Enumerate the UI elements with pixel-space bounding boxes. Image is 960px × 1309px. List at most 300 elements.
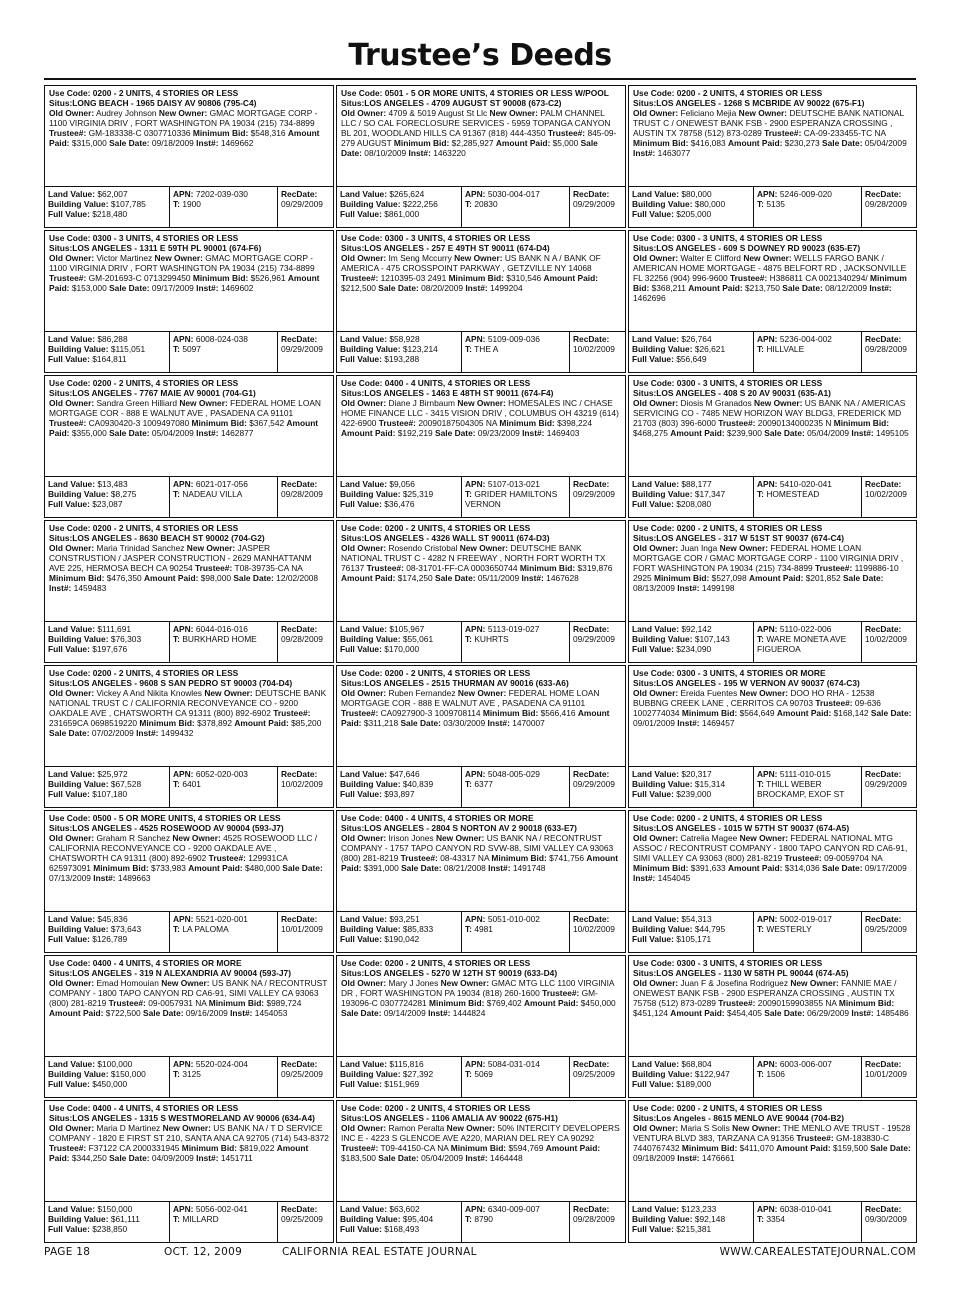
situs-label: Situs:	[341, 388, 365, 398]
new-owner: US BANK NA / T D SERVICE COMPANY - 1820 E FIRST ST 210, SANTA ANA CA 92705 (714) 543-8372	[49, 1123, 329, 1143]
tract: 5069	[474, 1069, 493, 1079]
full-value-label: Full Value:	[48, 934, 90, 944]
deed-values	[629, 767, 916, 807]
building-value: $80,000	[694, 199, 726, 209]
trustee-number: H386811 CA 0021340294/	[769, 273, 868, 283]
tract-label: T:	[173, 1069, 180, 1079]
sale-date: 06/29/2009	[807, 1008, 850, 1018]
amount-paid: $311,218	[363, 718, 399, 728]
full-value: $93,897	[384, 789, 415, 799]
recdate-block	[277, 332, 333, 372]
trustee-number: GM-201693-C 0713299450	[88, 273, 191, 283]
full-value-label: Full Value:	[632, 1079, 674, 1089]
recdate-block	[861, 332, 916, 372]
sale-date-label: Sale Date:	[822, 138, 863, 148]
trustee-label: Trustee#:	[341, 273, 379, 283]
building-value-label: Building Value:	[340, 1069, 401, 1079]
new-owner-label: New Owner:	[457, 688, 507, 698]
deed-values	[337, 1057, 625, 1097]
full-value-label: Full Value:	[632, 209, 674, 219]
full-value-label: Full Value:	[632, 644, 674, 654]
full-value: $215,381	[676, 1224, 712, 1234]
use-code: 0200 - 2 UNITS, 4 STORIES OR LESS	[676, 88, 823, 98]
land-value: $54,313	[681, 914, 712, 924]
apn: 5030-004-017	[487, 189, 540, 199]
land-value: $88,177	[681, 479, 712, 489]
recdate: 09/25/2009	[865, 924, 907, 934]
tract: LA PALOMA	[182, 924, 229, 934]
trustee-label: Trustee#:	[366, 563, 404, 573]
old-owner-label: Old Owner:	[49, 1123, 95, 1133]
parcel-block	[461, 477, 569, 517]
tract-label: T:	[173, 489, 180, 499]
amount-paid-label: Amount Paid:	[341, 428, 396, 438]
situs-label: Situs:	[341, 678, 365, 688]
amount-paid-label: Amount Paid:	[49, 418, 319, 438]
tract-label: T:	[757, 489, 764, 499]
tract-label: T:	[465, 779, 472, 789]
use-code-label: Use Code:	[341, 523, 383, 533]
deed-values	[337, 767, 625, 807]
trustee-label: Trustee#:	[378, 418, 416, 428]
new-owner-label: New Owner:	[446, 1123, 496, 1133]
tract-label: T:	[465, 344, 472, 354]
value-block	[629, 332, 753, 372]
value-block	[629, 477, 753, 517]
deed-values	[337, 1202, 625, 1242]
sale-date: 03/30/2009	[443, 718, 486, 728]
inst-label: Inst#:	[488, 863, 511, 873]
building-value: $107,143	[694, 634, 730, 644]
tract: WARE MONETA AVE FIGUEROA	[757, 634, 847, 654]
deed-values	[629, 332, 916, 372]
inst-label: Inst#:	[49, 583, 72, 593]
amount-paid-label: Amount Paid:	[545, 1143, 601, 1153]
deed-values	[45, 1202, 333, 1242]
recdate-label: RecDate:	[865, 624, 902, 634]
recdate-label: RecDate:	[281, 624, 318, 634]
situs-label: Situs:	[49, 968, 73, 978]
amount-paid-label: Amount Paid:	[688, 283, 743, 293]
amount-paid-label: Amount Paid:	[341, 853, 619, 873]
use-code: 0200 - 2 UNITS, 4 STORIES OR LESS	[384, 958, 531, 968]
sale-date-label: Sale Date:	[842, 573, 884, 583]
sale-date-label: Sale Date:	[341, 1008, 382, 1018]
parcel-block	[169, 622, 277, 662]
tract-label: T:	[173, 199, 180, 209]
new-owner: DEUTSCHE BANK NATIONAL TRUST C / CALIFORNIA RECONVEYANCE CO - 9200 OAKDALE AVE , CHATSWORTH CA 91311 (800) 892-6902	[49, 688, 327, 718]
tract-label: T:	[465, 199, 472, 209]
inst-label: Inst#:	[869, 283, 892, 293]
inst-label: Inst#:	[851, 1008, 874, 1018]
inst-label: Inst#:	[465, 283, 488, 293]
amount-paid: $5,000	[552, 138, 579, 148]
full-value-label: Full Value:	[340, 499, 382, 509]
new-owner: FANNIE MAE / ONEWEST BANK FSB - 2900 ESPERANZA CROSSING , AUSTIN TX 75758 (512) 873-0289	[633, 978, 897, 1008]
recdate: 09/29/2009	[573, 634, 615, 644]
amount-paid: $159,500	[833, 1143, 868, 1153]
land-value-label: Land Value:	[632, 479, 680, 489]
full-value: $205,000	[676, 209, 712, 219]
parcel-block	[461, 332, 569, 372]
deed-values	[45, 187, 333, 227]
recdate-label: RecDate:	[573, 1204, 610, 1214]
sale-date-label: Sale Date:	[870, 1143, 911, 1153]
new-owner-label: New Owner:	[158, 108, 208, 118]
new-owner: DEUTSCHE BANK NATIONAL TRUST C / ONEWEST BANK FSB - 2900 ESPERANZA CROSSING , AUSTIN TX 78758 (512) 873-0289	[633, 108, 904, 138]
situs: LONG BEACH - 1965 DAISY AV 90806 (795-C4)	[72, 98, 257, 108]
value-block	[45, 477, 169, 517]
sale-date: 08/13/2009	[633, 583, 675, 593]
old-owner-label: Old Owner:	[341, 108, 387, 118]
land-value: $80,000	[681, 189, 712, 199]
use-code-label: Use Code:	[49, 378, 91, 388]
tract: KUHRTS	[474, 634, 509, 644]
old-owner: Juan Inga	[680, 543, 718, 553]
amount-paid: $168,142	[833, 708, 869, 718]
use-code-label: Use Code:	[341, 88, 383, 98]
old-owner: Mary J Jones	[388, 978, 439, 988]
inst-label: Inst#:	[487, 718, 510, 728]
records-column-2	[336, 85, 626, 1245]
deed-values	[45, 622, 333, 662]
deed-details	[337, 666, 625, 767]
inst-number: 1463220	[433, 148, 466, 158]
trustee-label: Trustee#:	[341, 1143, 379, 1153]
use-code-label: Use Code:	[633, 1103, 675, 1113]
recdate: 09/28/2009	[281, 489, 323, 499]
inst-number: 1469662	[220, 138, 254, 148]
old-owner-label: Old Owner:	[49, 978, 95, 988]
trustee-number: 08-43317 NA	[440, 853, 490, 863]
deed-details	[45, 811, 333, 912]
minimum-bid-label: Minimum Bid:	[491, 853, 547, 863]
minimum-bid-label: Minimum Bid:	[393, 138, 450, 148]
land-value: $265,624	[389, 189, 425, 199]
tract-label: T:	[173, 924, 180, 934]
trustee-label: Trustee#:	[341, 708, 379, 718]
recdate-block	[861, 477, 916, 517]
recdate-label: RecDate:	[281, 1204, 318, 1214]
old-owner-label: Old Owner:	[341, 1123, 387, 1133]
amount-paid-label: Amount Paid:	[776, 1143, 831, 1153]
old-owner-label: Old Owner:	[633, 253, 679, 263]
deed-record	[336, 810, 626, 953]
minimum-bid-label: Minimum Bid:	[450, 1143, 507, 1153]
minimum-bid-label: Minimum Bid:	[633, 138, 689, 148]
minimum-bid: $594,769	[508, 1143, 544, 1153]
inst-number: 1491748	[512, 863, 546, 873]
use-code: 0400 - 4 UNITS, 4 STORIES OR LESS	[384, 378, 531, 388]
full-value: $197,676	[92, 644, 128, 654]
apn-label: APN:	[465, 1204, 486, 1214]
deed-record	[628, 520, 917, 663]
inst-number: 1451711	[220, 1153, 253, 1163]
inst-label: Inst#:	[522, 428, 545, 438]
parcel-block	[169, 767, 277, 807]
situs: LOS ANGELES - 1268 S MCBRIDE AV 90022 (675-F1)	[656, 98, 865, 108]
deed-values	[45, 767, 333, 807]
trustee-label: Trustee#:	[718, 418, 756, 428]
building-value: $67,528	[110, 779, 142, 789]
deed-details	[45, 376, 333, 477]
land-value-label: Land Value:	[340, 1204, 388, 1214]
full-value: $234,090	[676, 644, 712, 654]
use-code: 0200 - 2 UNITS, 4 STORIES OR LESS	[676, 813, 823, 823]
sale-date: 09/17/2009	[151, 283, 194, 293]
full-value: $190,042	[384, 934, 420, 944]
recdate: 09/28/2009	[573, 1214, 615, 1224]
value-block	[629, 622, 753, 662]
page-title: Trustee’s Deeds	[348, 38, 612, 73]
tract: 20830	[474, 199, 498, 209]
land-value: $13,483	[97, 479, 128, 489]
inst-label: Inst#:	[136, 728, 159, 738]
value-block	[45, 1057, 169, 1097]
building-value-label: Building Value:	[48, 1069, 109, 1079]
building-value: $123,214	[402, 344, 438, 354]
full-value-label: Full Value:	[340, 934, 382, 944]
full-value: $193,288	[384, 354, 420, 364]
inst-label: Inst#:	[633, 873, 656, 883]
inst-label: Inst#:	[196, 283, 219, 293]
new-owner: DEUTSCHE BANK NATIONAL TRUST C - 4282 N FREEWAY , NORTH FORT WORTH TX 76137	[341, 543, 606, 573]
land-value: $86,288	[97, 334, 128, 344]
situs-label: Situs:	[341, 98, 365, 108]
apn: 5084-031-014	[487, 1059, 540, 1069]
use-code-label: Use Code:	[49, 233, 91, 243]
situs-label: Situs:	[633, 968, 657, 978]
land-value-label: Land Value:	[48, 769, 96, 779]
deed-record	[628, 375, 917, 518]
apn-label: APN:	[757, 914, 778, 924]
sale-date-label: Sale Date:	[400, 718, 441, 728]
old-owner: Im Seng Mccurry	[388, 253, 452, 263]
value-block	[45, 912, 169, 952]
footer-date: OCT. 12, 2009	[164, 1246, 243, 1258]
recdate: 09/29/2009	[281, 199, 323, 209]
deed-details	[45, 521, 333, 622]
minimum-bid-label: Minimum Bid:	[93, 863, 149, 873]
situs-label: Situs:	[341, 533, 365, 543]
tract-label: T:	[757, 924, 764, 934]
apn-label: APN:	[757, 624, 778, 634]
minimum-bid: $319,876	[577, 563, 613, 573]
deed-details	[45, 86, 333, 187]
value-block	[629, 912, 753, 952]
use-code: 0200 - 2 UNITS, 4 STORIES OR LESS	[92, 668, 239, 678]
sale-date: 09/18/2009	[633, 1153, 675, 1163]
tract-label: T:	[465, 634, 472, 644]
apn-label: APN:	[173, 1204, 194, 1214]
value-block	[337, 1202, 461, 1242]
full-value-label: Full Value:	[632, 354, 674, 364]
building-value-label: Building Value:	[340, 489, 401, 499]
use-code: 0300 - 3 UNITS, 4 STORIES OR LESS	[676, 233, 823, 243]
deed-record	[336, 375, 626, 518]
new-owner-label: New Owner:	[739, 688, 789, 698]
use-code-label: Use Code:	[341, 813, 383, 823]
trustee-number: CA0927900-3 1009708114	[380, 708, 481, 718]
building-value-label: Building Value:	[48, 344, 109, 354]
new-owner: FEDERAL HOME LOAN MORTGAGE COR - 888 E WALNUT AVE , PASADENA CA 91101	[49, 398, 321, 418]
recdate-label: RecDate:	[573, 479, 610, 489]
old-owner-label: Old Owner:	[49, 833, 95, 843]
use-code-label: Use Code:	[49, 958, 91, 968]
sale-date-label: Sale Date:	[282, 863, 323, 873]
inst-label: Inst#:	[521, 573, 544, 583]
old-owner: Irison Jones	[388, 833, 434, 843]
amount-paid-label: Amount Paid:	[495, 138, 551, 148]
deed-details	[337, 86, 625, 187]
deed-details	[629, 666, 916, 767]
sale-date-label: Sale Date:	[378, 283, 419, 293]
full-value-label: Full Value:	[48, 644, 90, 654]
tract-label: T:	[757, 1069, 764, 1079]
tract: 3354	[766, 1214, 785, 1224]
recdate-label: RecDate:	[865, 914, 902, 924]
new-owner: US BANK NA / AMERICAS SERVICING CO - 7485 NEW HORIZON WAY BLDG3, FREDERICK MD 21703 (803) 396-6000	[633, 398, 906, 428]
land-value: $100,000	[97, 1059, 133, 1069]
deed-record	[44, 230, 334, 373]
full-value: $208,080	[676, 499, 712, 509]
old-owner: Juan F & Josefina Rodriguez	[680, 978, 789, 988]
building-value-label: Building Value:	[340, 924, 401, 934]
inst-number: 1469602	[220, 283, 254, 293]
minimum-bid: $733,983	[150, 863, 186, 873]
deed-values	[629, 477, 916, 517]
minimum-bid: $527,098	[711, 573, 747, 583]
deed-values	[629, 622, 916, 662]
trustee-label: Trustee#:	[784, 853, 822, 863]
tract: 1506	[766, 1069, 785, 1079]
recdate-label: RecDate:	[281, 189, 318, 199]
inst-label: Inst#:	[851, 428, 874, 438]
trustee-label: Trustee#:	[815, 563, 853, 573]
amount-paid-label: Amount Paid:	[670, 428, 725, 438]
sale-date-label: Sale Date:	[109, 1153, 150, 1163]
full-value: $107,180	[92, 789, 128, 799]
building-value-label: Building Value:	[48, 634, 109, 644]
land-value-label: Land Value:	[340, 334, 388, 344]
records-column-3	[628, 85, 917, 1245]
situs: LOS ANGELES - 2515 THURMAN AV 90016 (633-A6)	[364, 678, 569, 688]
land-value-label: Land Value:	[48, 1059, 96, 1069]
apn-label: APN:	[465, 189, 486, 199]
deed-record	[336, 520, 626, 663]
full-value: $239,000	[676, 789, 712, 799]
situs: LOS ANGELES - 1463 E 48TH ST 90011 (674-F4)	[364, 388, 554, 398]
trustee-number: 09-0057931 NA	[148, 998, 207, 1008]
minimum-bid: $2,285,927	[451, 138, 494, 148]
inst-number: 1499432	[160, 728, 194, 738]
recdate: 09/25/2009	[573, 1069, 615, 1079]
land-value-label: Land Value:	[632, 1204, 680, 1214]
apn-label: APN:	[465, 769, 486, 779]
land-value: $93,251	[389, 914, 420, 924]
new-owner: 50% INTERCITY DEVELOPERS INC E - 4223 S GLENCOE AVE A220, MARIAN DEL REY CA 90292	[341, 1123, 620, 1143]
use-code: 0300 - 3 UNITS, 4 STORIES OR MORE	[676, 668, 826, 678]
recdate: 10/02/2009	[573, 924, 615, 934]
new-owner-label: New Owner:	[790, 978, 839, 988]
amount-paid-label: Amount Paid:	[524, 998, 579, 1008]
deed-values	[629, 187, 916, 227]
recdate-label: RecDate:	[865, 334, 902, 344]
land-value-label: Land Value:	[632, 334, 680, 344]
use-code: 0200 - 2 UNITS, 4 STORIES OR LESS	[384, 1103, 531, 1113]
old-owner: Maria S Solis	[680, 1123, 730, 1133]
use-code: 0200 - 2 UNITS, 4 STORIES OR LESS	[92, 523, 239, 533]
situs-label: Situs:	[49, 1113, 73, 1123]
amount-paid-label: Amount Paid:	[234, 718, 289, 728]
old-owner: Ruben Fernandez	[388, 688, 456, 698]
new-owner: WELLS FARGO BANK / AMERICAN HOME MORTGAGE - 4875 BELFORT RD , JACKSONVILLE FL 32256 (904) 996-9600	[633, 253, 907, 283]
use-code: 0501 - 5 OR MORE UNITS, 4 STORIES OR LESS W/POOL	[384, 88, 609, 98]
inst-number: 1469457	[701, 718, 735, 728]
situs: LOS ANGELES - 609 S DOWNEY RD 90023 (635-E7)	[656, 243, 861, 253]
apn: 5107-013-021	[487, 479, 540, 489]
tract-label: T:	[173, 1214, 180, 1224]
full-value: $23,087	[92, 499, 123, 509]
recdate: 09/28/2009	[865, 199, 907, 209]
amount-paid-label: Amount Paid:	[727, 863, 783, 873]
use-code-label: Use Code:	[633, 88, 675, 98]
deed-details	[629, 956, 916, 1057]
land-value-label: Land Value:	[340, 479, 388, 489]
recdate-block	[569, 622, 625, 662]
new-owner-label: New Owner:	[186, 543, 236, 553]
amount-paid-label: Amount Paid:	[49, 273, 320, 293]
minimum-bid-label: Minimum Bid:	[681, 708, 738, 718]
value-block	[45, 1202, 169, 1242]
minimum-bid: $416,083	[690, 138, 726, 148]
building-value-label: Building Value:	[632, 924, 693, 934]
deed-details	[629, 231, 916, 332]
deed-record	[44, 1100, 334, 1243]
use-code: 0400 - 4 UNITS, 4 STORIES OR LESS	[92, 1103, 239, 1113]
full-value-label: Full Value:	[340, 1224, 382, 1234]
deed-values	[337, 622, 625, 662]
deed-details	[629, 1101, 916, 1202]
trustee-number: 1199886-10 2925	[633, 563, 899, 583]
trustee-number: F37122 CA 2000331945	[88, 1143, 180, 1153]
recdate-label: RecDate:	[281, 1059, 318, 1069]
amount-paid: $201,852	[805, 573, 841, 583]
value-block	[337, 912, 461, 952]
use-code-label: Use Code:	[49, 813, 91, 823]
building-value: $115,051	[110, 344, 146, 354]
use-code-label: Use Code:	[341, 1103, 383, 1113]
full-value-label: Full Value:	[48, 354, 90, 364]
parcel-block	[753, 187, 861, 227]
old-owner-label: Old Owner:	[49, 688, 95, 698]
use-code: 0200 - 2 UNITS, 4 STORIES OR LESS	[676, 523, 823, 533]
recdate-block	[861, 1057, 916, 1097]
old-owner: Maria Trinidad Sanchez	[96, 543, 185, 553]
recdate: 10/02/2009	[865, 489, 907, 499]
deed-values	[45, 912, 333, 952]
inst-label: Inst#:	[196, 428, 219, 438]
old-owner-label: Old Owner:	[633, 1123, 679, 1133]
full-value-label: Full Value:	[340, 644, 382, 654]
new-owner: HOMESALES INC / CHASE HOME FINANCE LLC - 3415 VISION DRIV , COLUMBUS OH 43219 (614) 422-6900	[341, 398, 619, 428]
situs: LOS ANGELES - 1106 AMALIA AV 90022 (675-H1)	[364, 1113, 558, 1123]
minimum-bid: $548,316	[250, 128, 286, 138]
new-owner-label: New Owner:	[435, 833, 485, 843]
deed-record	[336, 955, 626, 1098]
sale-date: 04/09/2009	[151, 1153, 194, 1163]
deed-record	[44, 810, 334, 953]
